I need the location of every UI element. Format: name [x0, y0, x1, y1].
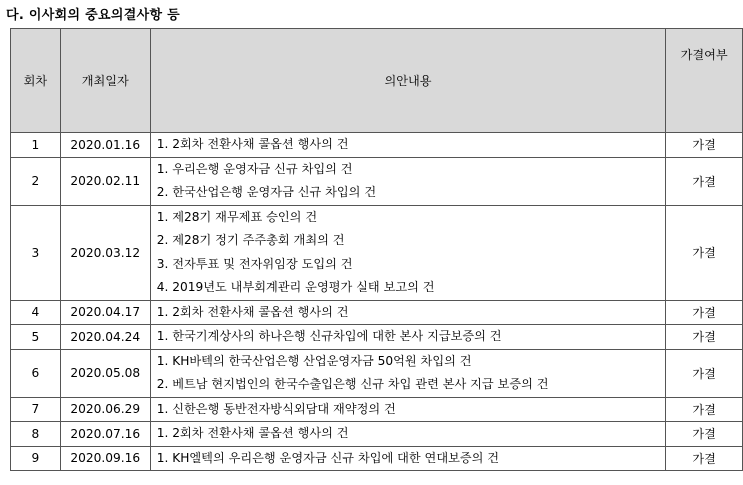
agenda-item: 1. 제28기 재무제표 승인의 건 [156, 209, 318, 224]
cell-no: 5 [11, 325, 61, 350]
cell-decision: 가결 [666, 349, 743, 397]
agenda-item: 1. 한국기계상사의 하나은행 신규차입에 대한 본사 지급보증의 건 [156, 329, 502, 343]
section-title: 다. 이사회의 중요의결사항 등 [6, 8, 181, 23]
cell-agenda [150, 300, 666, 325]
cell-date: 2020.01.16 [60, 133, 150, 158]
agenda-item: 3. 전자투표 및 전자위임장 도입의 건 [156, 256, 353, 271]
agenda-item: 2. 베트남 현지법인의 한국수출입은행 신규 차입 관련 본사 지급 보증의 건 [156, 377, 549, 391]
cell-agenda [150, 325, 666, 350]
table-row [11, 300, 743, 325]
agenda-item: 1. 우리은행 운영자금 신규 차입의 건 [156, 161, 353, 176]
cell-no: 6 [11, 349, 61, 397]
table-row [11, 446, 743, 471]
header-agenda: 의안내용 [150, 29, 666, 133]
cell-agenda [150, 422, 666, 447]
cell-no: 4 [11, 300, 61, 325]
cell-no: 7 [11, 397, 61, 422]
agenda-item: 2. 제28기 정기 주주총회 개최의 건 [156, 233, 345, 247]
agenda-item: 2. 한국산업은행 운영자금 신규 차입의 건 [156, 185, 377, 199]
cell-no: 2 [11, 157, 61, 205]
header-no: 회차 [11, 29, 61, 133]
cell-no: 8 [11, 422, 61, 447]
table-row [11, 397, 743, 422]
agenda-item: 1. 2회차 전환사채 콜옵션 행사의 건 [156, 426, 349, 440]
agenda-item: 1. 신한은행 동반전자방식외담대 재약정의 건 [156, 401, 396, 416]
cell-decision: 가결 [666, 446, 743, 471]
cell-decision: 가결 [666, 205, 743, 300]
cell-date: 2020.03.12 [60, 205, 150, 300]
cell-decision: 가결 [666, 300, 743, 325]
cell-date: 2020.05.08 [60, 349, 150, 397]
cell-decision: 가결 [666, 157, 743, 205]
board-resolutions-table [10, 28, 743, 471]
cell-agenda [150, 157, 666, 205]
cell-date: 2020.02.11 [60, 157, 150, 205]
cell-date: 2020.04.17 [60, 300, 150, 325]
cell-agenda [150, 446, 666, 471]
cell-date: 2020.09.16 [60, 446, 150, 471]
header-decision: 가결여부 [666, 29, 743, 133]
header-row [11, 29, 743, 133]
cell-date: 2020.07.16 [60, 422, 150, 447]
table-row [11, 349, 743, 397]
cell-agenda [150, 397, 666, 422]
agenda-item: 1. KH바텍의 한국산업은행 산업운영자금 50억원 차입의 건 [156, 353, 472, 368]
table-row [11, 157, 743, 205]
cell-decision: 가결 [666, 422, 743, 447]
cell-no: 3 [11, 205, 61, 300]
cell-agenda [150, 349, 666, 397]
cell-no: 9 [11, 446, 61, 471]
agenda-item: 1. 2회차 전환사채 콜옵션 행사의 건 [156, 137, 349, 151]
table-row [11, 205, 743, 300]
agenda-item: 1. 2회차 전환사채 콜옵션 행사의 건 [156, 304, 349, 319]
table-row [11, 133, 743, 158]
cell-decision: 가결 [666, 133, 743, 158]
table-row [11, 325, 743, 350]
agenda-item: 4. 2019년도 내부회계관리 운영평가 실태 보고의 건 [156, 280, 435, 294]
header-date: 개최일자 [60, 29, 150, 133]
cell-decision: 가결 [666, 397, 743, 422]
cell-agenda [150, 133, 666, 158]
table-row [11, 422, 743, 447]
cell-date: 2020.06.29 [60, 397, 150, 422]
cell-no: 1 [11, 133, 61, 158]
cell-decision: 가결 [666, 325, 743, 350]
agenda-item: 1. KH엘텍의 우리은행 운영자금 신규 차입에 대한 연대보증의 건 [156, 450, 500, 465]
cell-agenda [150, 205, 666, 300]
cell-date: 2020.04.24 [60, 325, 150, 350]
